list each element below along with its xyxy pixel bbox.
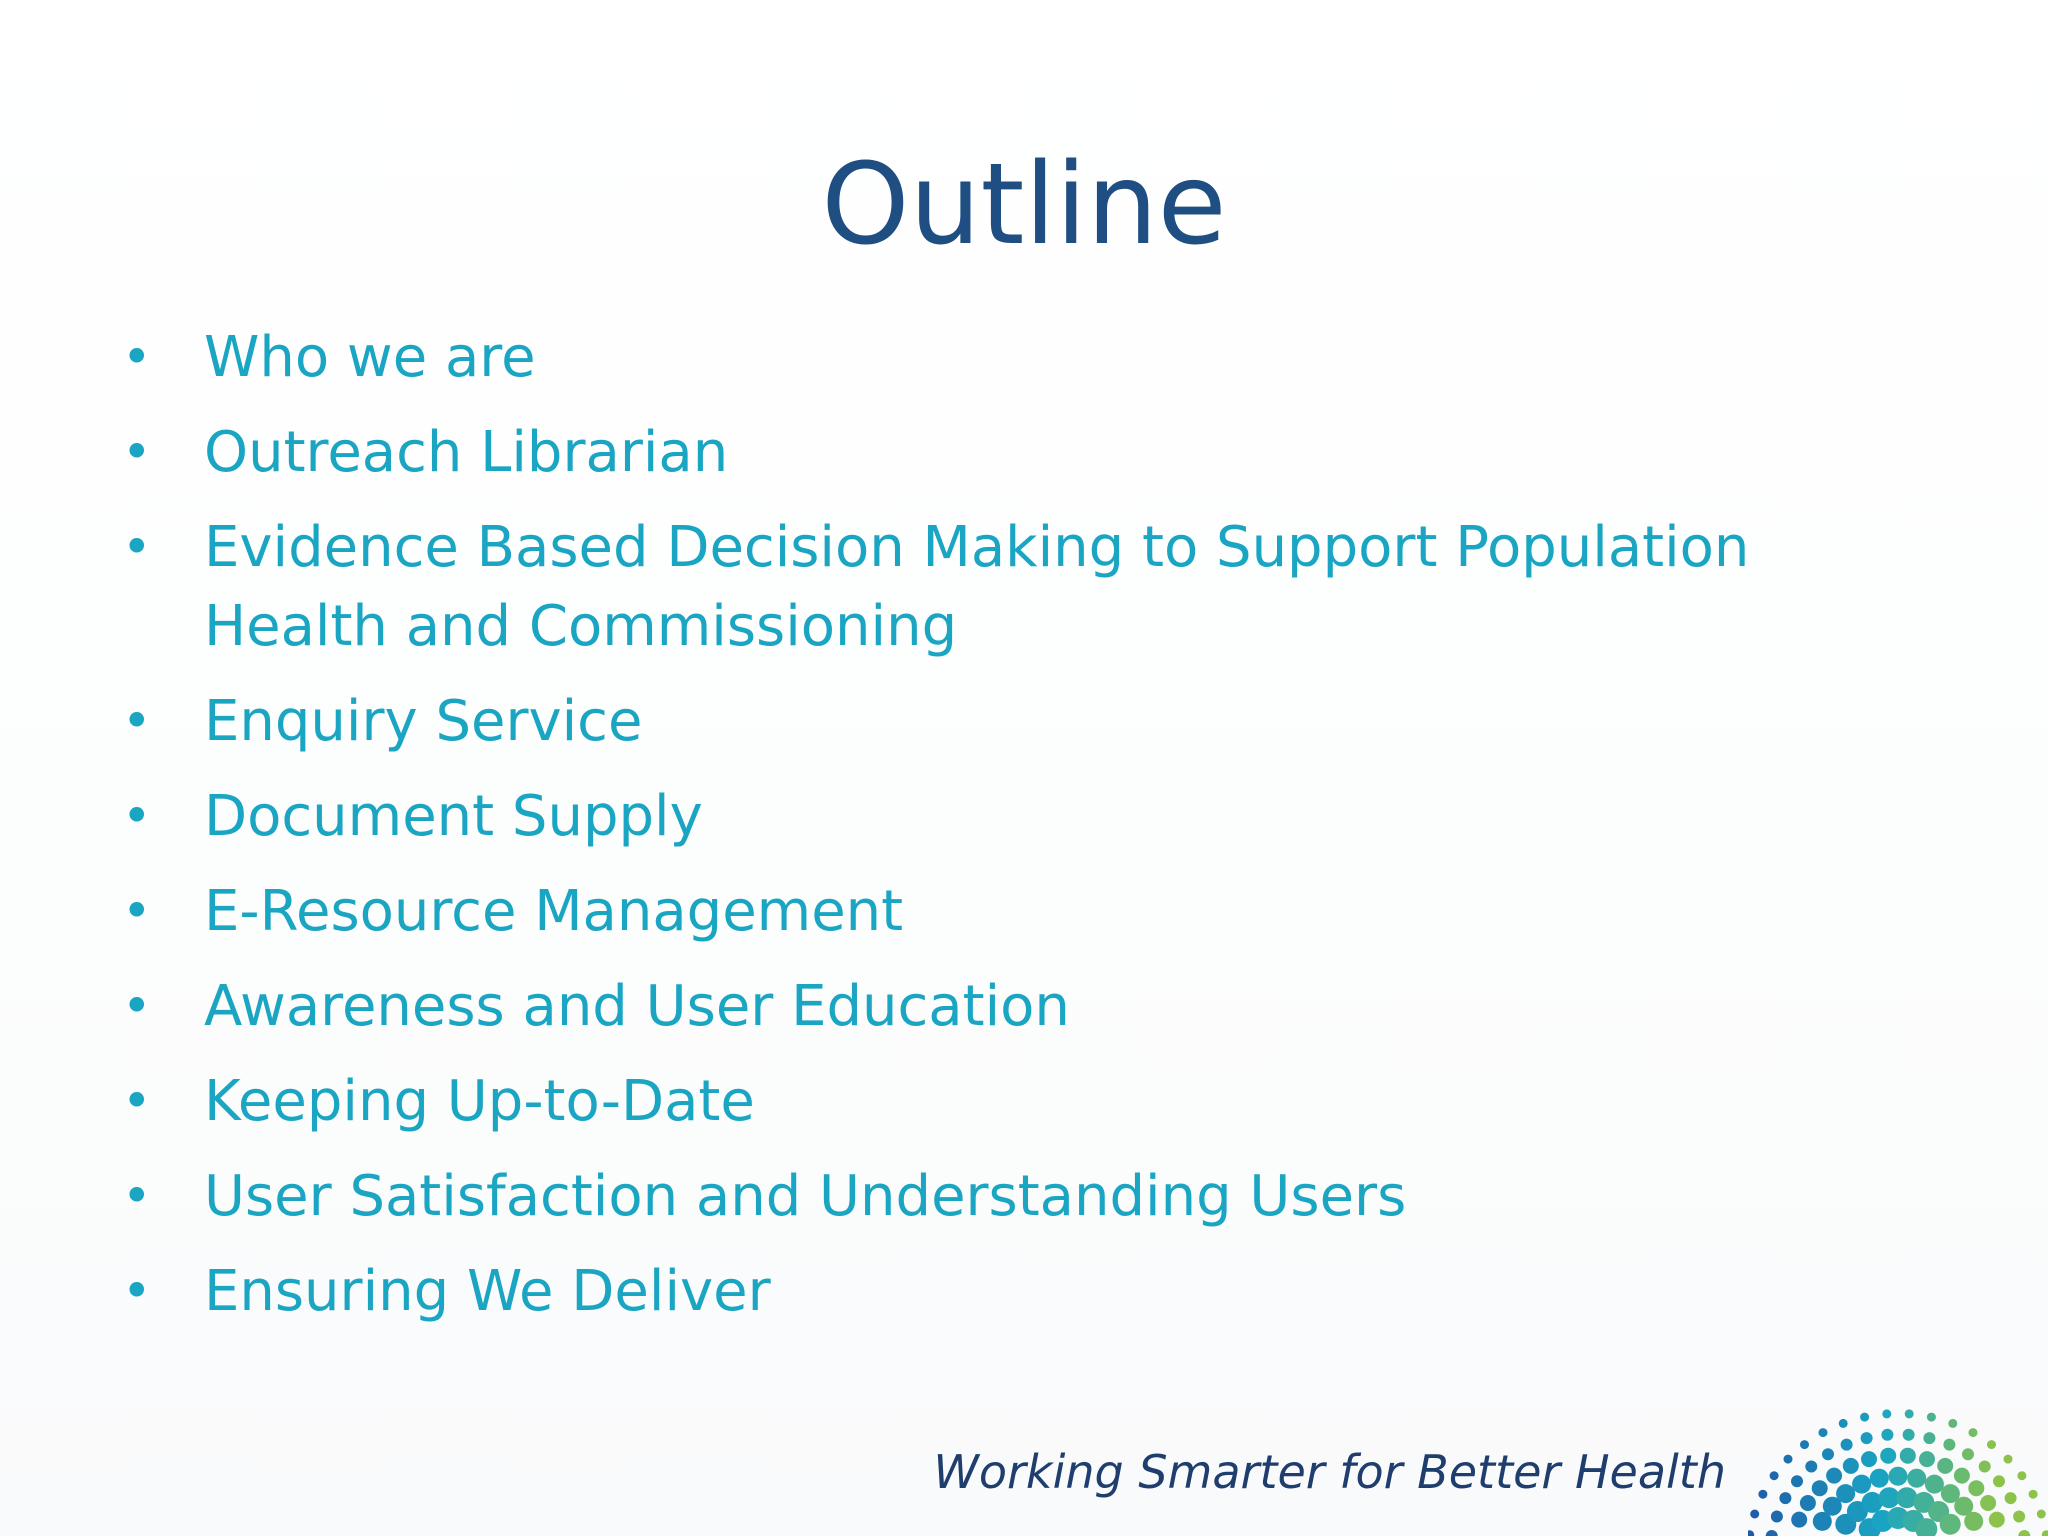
footer-tagline: Working Smarter for Better Health [933, 1445, 1726, 1499]
bullet-text: E-Resource Management [204, 879, 904, 944]
bullet-text: Who we are [204, 325, 536, 390]
logo-dot [1987, 1440, 1996, 1449]
logo-dot [1903, 1429, 1915, 1441]
logo-dot [1954, 1468, 1970, 1484]
logo-dot [1937, 1458, 1953, 1474]
logo-dot [1750, 1510, 1759, 1519]
logo-dot [1964, 1512, 1983, 1531]
logo-dot [1925, 1475, 1944, 1494]
logo-dot [1979, 1461, 1991, 1473]
logo-dot [2004, 1455, 2013, 1464]
logo-dot [1791, 1475, 1803, 1487]
logo-dot [1861, 1432, 1873, 1444]
bullet-text: Outreach Librarian [204, 420, 729, 485]
logo-dot [1880, 1448, 1896, 1464]
bullet-text: Ensuring We Deliver [204, 1259, 771, 1324]
logo-dot [1812, 1480, 1828, 1496]
logo-dot [1870, 1469, 1889, 1488]
bullet-text: Document Supply [204, 784, 703, 849]
bullet-dot-icon: • [122, 1262, 152, 1320]
logo-dot [2013, 1511, 2025, 1523]
bullet-dot-icon: • [122, 977, 152, 1035]
logo-dot [1989, 1512, 2005, 1528]
logo-dot [1905, 1409, 1914, 1418]
logo-dot [1836, 1484, 1855, 1503]
logo-dot [1889, 1467, 1908, 1486]
logo-dot [1826, 1468, 1842, 1484]
bullet-list [122, 318, 1942, 1347]
bullet-text: Keeping Up-to-Date [204, 1069, 755, 1134]
logo-dot [1784, 1455, 1793, 1464]
bullet-item [122, 1252, 1942, 1331]
logo-dot [1800, 1495, 1816, 1511]
bullet-dot-icon: • [122, 518, 152, 576]
logo-dot [1927, 1413, 1936, 1422]
logo-dot [2005, 1492, 2017, 1504]
logo-dot [1819, 1428, 1828, 1437]
logo-dot [1766, 1530, 1778, 1536]
logo-dot [1993, 1475, 2005, 1487]
logo-dot [1881, 1429, 1893, 1441]
logo-dot [2029, 1490, 2038, 1499]
bullet-text: Evidence Based Decision Making to Support Population Health and Commissioning [204, 515, 1750, 659]
logo-dot [1968, 1480, 1984, 1496]
logo-dot [1770, 1471, 1779, 1480]
bullet-dot-icon: • [122, 787, 152, 845]
dotted-globe-logo-icon [1748, 1386, 2048, 1536]
logo-dot [1843, 1458, 1859, 1474]
bullet-item [122, 777, 1942, 856]
logo-dot [2018, 1530, 2030, 1536]
logo-dot [1923, 1432, 1935, 1444]
logo-dot [1800, 1440, 1809, 1449]
logo-dot [1841, 1439, 1853, 1451]
bullet-text: Enquiry Service [204, 689, 643, 754]
bullet-dot-icon: • [122, 882, 152, 940]
logo-dot [1748, 1530, 1754, 1536]
logo-dot [1860, 1413, 1869, 1422]
logo-dot [1940, 1514, 1961, 1535]
logo-dot [1791, 1512, 1807, 1528]
logo-dot [1882, 1409, 1891, 1418]
bullet-item [122, 967, 1942, 1046]
logo-dot [1852, 1475, 1871, 1494]
logo-dot [1919, 1451, 1935, 1467]
logo-dot [1822, 1448, 1834, 1460]
bullet-dot-icon: • [122, 1167, 152, 1225]
logo-dot [1962, 1448, 1974, 1460]
bullet-item [122, 682, 1942, 761]
bullet-item [122, 318, 1942, 397]
logo-dot [1805, 1461, 1817, 1473]
bullet-dot-icon: • [122, 423, 152, 481]
logo-dot [1861, 1451, 1877, 1467]
logo-dot [1758, 1490, 1767, 1499]
logo-dot [1943, 1439, 1955, 1451]
logo-dot [1980, 1495, 1996, 1511]
logo-dot [1900, 1448, 1916, 1464]
logo-dot [2017, 1471, 2026, 1480]
logo-dot [1969, 1428, 1978, 1437]
logo-dot [1839, 1419, 1848, 1428]
bullet-dot-icon: • [122, 1072, 152, 1130]
bullet-item [122, 508, 1942, 666]
logo-dot [1907, 1469, 1926, 1488]
logo-dot [1779, 1492, 1791, 1504]
logo-dot [1771, 1511, 1783, 1523]
bullet-item [122, 872, 1942, 951]
bullet-item [122, 413, 1942, 492]
bullet-text: Awareness and User Education [204, 974, 1070, 1039]
logo-dot [1948, 1419, 1957, 1428]
bullet-item [122, 1062, 1942, 1141]
bullet-text: User Satisfaction and Understanding Users [204, 1164, 1407, 1229]
bullet-dot-icon: • [122, 328, 152, 386]
slide-title: Outline [821, 140, 1227, 270]
logo-dot [2037, 1510, 2046, 1519]
logo-dot [2042, 1530, 2048, 1536]
bullet-dot-icon: • [122, 692, 152, 750]
bullet-item [122, 1157, 1942, 1236]
